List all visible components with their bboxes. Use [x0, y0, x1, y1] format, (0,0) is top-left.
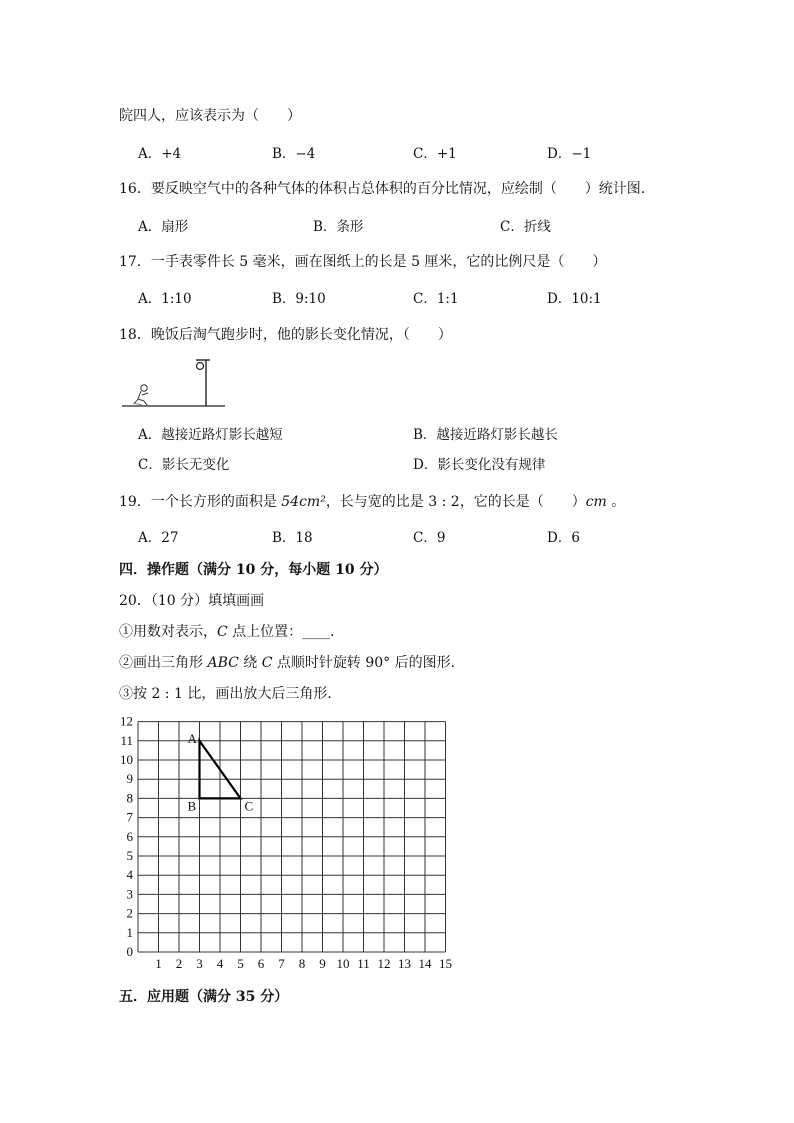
- coordinate-grid: [110, 712, 470, 974]
- q17-stem: 17．一手表零件长 5 毫米，画在图纸上的长是 5 厘米，它的比例尺是（ ）: [119, 254, 607, 270]
- q19-option-b: B．18: [272, 530, 313, 546]
- q15-option-b: B．−4: [272, 146, 316, 162]
- q18-option-c: C．影长无变化: [138, 457, 230, 473]
- q16-stem: 16．要反映空气中的各种气体的体积占总体积的百分比情况，应绘制（ ）统计图．: [119, 181, 655, 197]
- vertex-label-b: B: [187, 798, 197, 814]
- y-tick-label: 10: [120, 752, 133, 767]
- q18-option-b: B．越接近路灯影长越长: [413, 427, 558, 443]
- y-tick-label: 5: [126, 848, 133, 863]
- y-tick-label: 2: [126, 905, 133, 921]
- q17-option-b: B．9:10: [272, 291, 326, 307]
- streetlight-figure: [120, 355, 230, 410]
- running-child-icon: [133, 385, 148, 405]
- q19-option-a: A．27: [138, 530, 179, 546]
- x-tick-label: 10: [336, 956, 350, 971]
- vertex-label-a: A: [187, 730, 197, 746]
- q19-option-c: C．9: [413, 530, 446, 546]
- section-5-title: 五．应用题（满分 35 分）: [119, 989, 289, 1005]
- x-tick-label: 7: [278, 956, 285, 971]
- y-tick-label: 11: [120, 732, 133, 748]
- x-tick-label: 11: [357, 956, 370, 971]
- x-tick-label: 6: [257, 956, 265, 971]
- section-4-title: 四．操作题（满分 10 分，每小题 10 分）: [119, 562, 388, 578]
- q17-option-c: C．1:1: [413, 291, 459, 307]
- y-tick-label: 8: [126, 790, 133, 806]
- q19-stem: [119, 493, 625, 511]
- q20-sub3: ③按 2 : 1 比，画出放大后三角形．: [119, 686, 342, 702]
- q15-stem: 院四人，应该表示为（ ）: [119, 108, 301, 124]
- x-tick-label: 13: [398, 956, 411, 971]
- x-tick-label: 9: [319, 956, 326, 971]
- q16-option-a: A．扇形: [138, 219, 189, 235]
- q19-unit: cm: [585, 494, 607, 510]
- x-tick-label: 4: [216, 956, 224, 971]
- x-tick-label: 3: [196, 956, 203, 971]
- y-tick-label: 6: [126, 828, 133, 844]
- y-tick-label: 3: [126, 886, 133, 902]
- q20-sub2: ②画出三角形 ABC 绕 C 点顺时针旋转 90° 后的图形．: [119, 655, 465, 671]
- q19-stem-part1: 19．一个长方形的面积是: [119, 494, 282, 510]
- q20-stem: 20．（10 分）填填画画: [119, 593, 265, 609]
- lamp-bulb-icon: [197, 363, 204, 370]
- x-tick-label: 12: [377, 956, 391, 971]
- q20-sub1: ①用数对表示，C 点上位置：____．: [119, 624, 345, 640]
- x-tick-label: 8: [298, 956, 306, 971]
- q15-option-c: C．+1: [413, 146, 457, 162]
- q19-stem-part3: 。: [606, 494, 626, 510]
- q18-option-d: D．影长变化没有规律: [413, 457, 546, 473]
- x-tick-label: 2: [175, 956, 183, 971]
- y-tick-label: 12: [120, 713, 133, 729]
- x-tick-label: 15: [439, 956, 452, 971]
- q15-option-d: D．−1: [547, 146, 592, 162]
- vertex-label-c: C: [244, 798, 254, 814]
- y-tick-label: 9: [126, 771, 133, 787]
- q17-option-a: A．1:10: [138, 291, 192, 307]
- q19-area: 54cm²: [281, 494, 326, 510]
- y-tick-label: 0: [126, 944, 133, 959]
- q18-stem: 18．晚饭后淘气跑步时，他的影长变化情况，（ ）: [119, 327, 452, 343]
- x-tick-label: 1: [155, 956, 162, 971]
- x-tick-label: 5: [237, 956, 244, 971]
- q19-stem-part2: ，长与宽的比是 3 : 2，它的长是（ ）: [325, 494, 586, 510]
- q16-option-c: C．折线: [500, 219, 551, 235]
- q19-option-d: D．6: [547, 530, 580, 546]
- q17-option-d: D．10:1: [547, 291, 602, 307]
- q18-option-a: A．越接近路灯影长越短: [138, 427, 283, 443]
- q16-option-b: B．条形: [313, 219, 364, 235]
- y-tick-label: 1: [126, 924, 133, 940]
- x-tick-label: 14: [418, 956, 432, 971]
- y-tick-label: 4: [126, 867, 133, 883]
- q15-option-a: A．+4: [138, 146, 182, 162]
- y-tick-label: 7: [126, 809, 133, 825]
